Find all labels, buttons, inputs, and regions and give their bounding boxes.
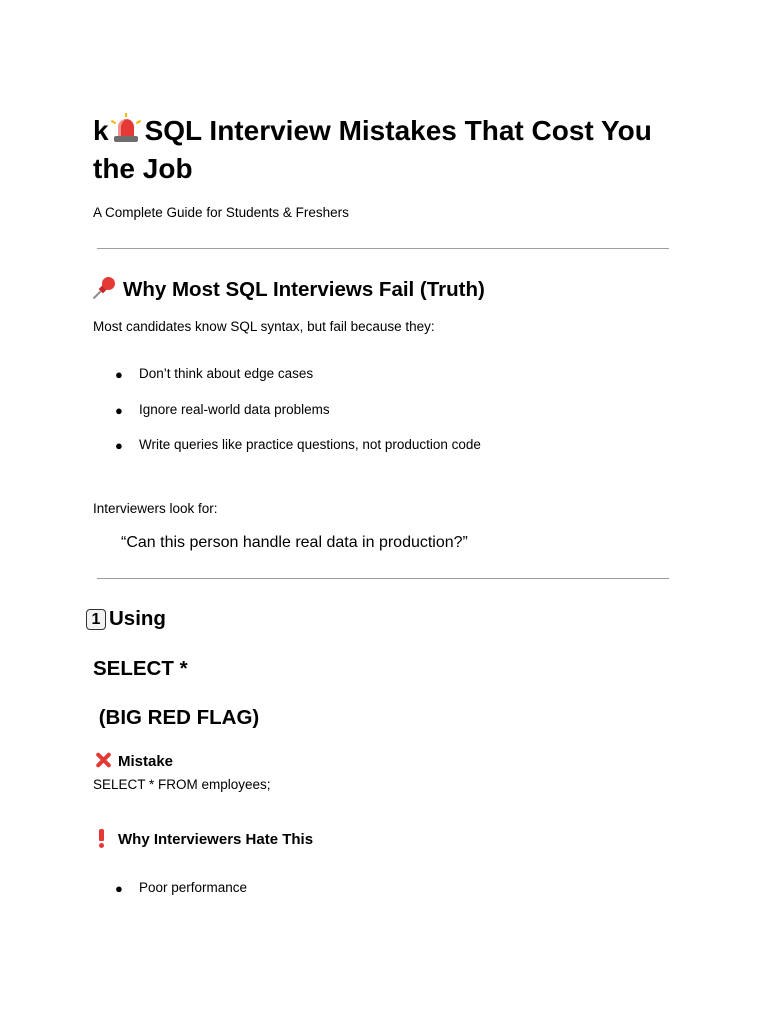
list-item [113,402,481,438]
why-heading [93,829,313,848]
section-1-heading-select: SELECT * [93,657,188,680]
why-heading-text: Why Interviewers Hate This [118,831,314,848]
look-for-paragraph: Interviewers look for: [93,501,218,516]
intro-paragraph: Most candidates know SQL syntax, but fail because they: [93,319,435,334]
list-item [113,366,481,402]
exclamation-icon [93,829,111,847]
list-item [113,880,247,916]
section-heading-text: Why Most SQL Interviews Fail (Truth) [123,278,485,301]
quote: “Can this person handle real data in production?” [121,534,468,551]
cross-mark-icon [93,751,113,769]
bullet-icon: ● [115,402,123,418]
keycap-one-icon: 1 [86,609,106,630]
mistake-code: SELECT * FROM employees; [93,777,271,792]
document-subtitle: A Complete Guide for Students & Freshers [93,205,349,220]
pushpin-icon [93,276,119,300]
horizontal-divider [97,578,669,579]
why-reasons-list [113,880,247,916]
document-title [93,112,693,188]
fail-reasons-list [113,366,481,473]
list-item-text: Don’t think about edge cases [139,366,314,381]
section-heading-why [93,276,485,302]
mistake-heading-text: Mistake [118,753,174,770]
section-1-heading-flag: (BIG RED FLAG) [93,706,260,729]
bullet-icon: ● [115,881,123,896]
bullet-icon: ● [115,438,123,453]
title-prefix: k [93,115,109,146]
list-item-text: Ignore real-world data problems [139,401,330,417]
horizontal-divider [97,248,669,249]
bullet-icon: ● [115,367,123,382]
list-item [113,437,481,473]
list-item-text: Poor performance [139,880,248,895]
siren-icon [111,116,141,144]
title-text: SQL Interview Mistakes That Cost You the Job [93,115,652,184]
mistake-heading [93,751,173,770]
section-1-heading [86,607,166,631]
section-1-heading-text: Using [109,607,166,630]
list-item-text: Write queries like practice questions, not production code [139,437,481,452]
